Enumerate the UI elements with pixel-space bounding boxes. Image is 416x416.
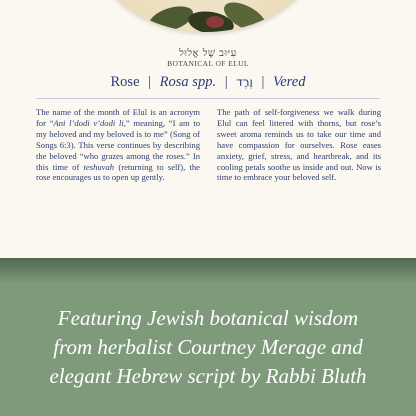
paragraph-run: teshuvah bbox=[83, 161, 115, 172]
banner-shadow bbox=[0, 258, 416, 284]
divider bbox=[36, 98, 380, 99]
left-paragraph bbox=[36, 107, 200, 183]
plant-name-line bbox=[0, 74, 416, 91]
common-name: Rose bbox=[110, 74, 140, 90]
right-paragraph: The path of self-forgiveness we walk during Elul can feel littered with thorns, but rose’s sweet aroma reminds us to take our time and have compassion for ourselves. Rose eases anxiety, grief, stress, and heartbreak, and its cooling petals soothe us inside and out. Now is time to embrace your beloved self. bbox=[217, 107, 381, 183]
separator: | bbox=[261, 74, 265, 90]
rose-illustration bbox=[88, 0, 324, 32]
paragraph-run: ” meaning, “I am to my beloved and my beloved is to me” (Song of Songs 6:3). This verse continues by describing the beloved “who grazes among the roses.” In this time of bbox=[36, 117, 200, 172]
transliteration: Vered bbox=[272, 74, 306, 90]
banner-tagline bbox=[0, 304, 416, 391]
latin-name: Rosa spp. bbox=[159, 74, 217, 90]
hebrew-title: עִיּוּב שֶׁל אֱלוּל bbox=[179, 48, 237, 59]
card-subtitle: BOTANICAL OF ELUL bbox=[167, 59, 249, 68]
rose-bud-shape bbox=[206, 16, 224, 28]
separator: | bbox=[224, 74, 228, 90]
tagline-line: elegant Hebrew script by Rabbi Bluth bbox=[49, 364, 367, 388]
tagline-line: Featuring Jewish botanical wisdom bbox=[57, 306, 359, 330]
tagline-line: from herbalist Courtney Merage and bbox=[53, 335, 363, 359]
paragraph-run: The name of the month of Elul is an acronym for “ bbox=[36, 107, 200, 128]
paragraph-run: (returning to self), the rose encourages us to open up gently. bbox=[36, 161, 200, 183]
separator: | bbox=[148, 74, 152, 90]
hebrew-name: וֶרֶד bbox=[236, 75, 253, 89]
paragraph-run: Ani l’dodi v’dodi li, bbox=[53, 117, 126, 128]
